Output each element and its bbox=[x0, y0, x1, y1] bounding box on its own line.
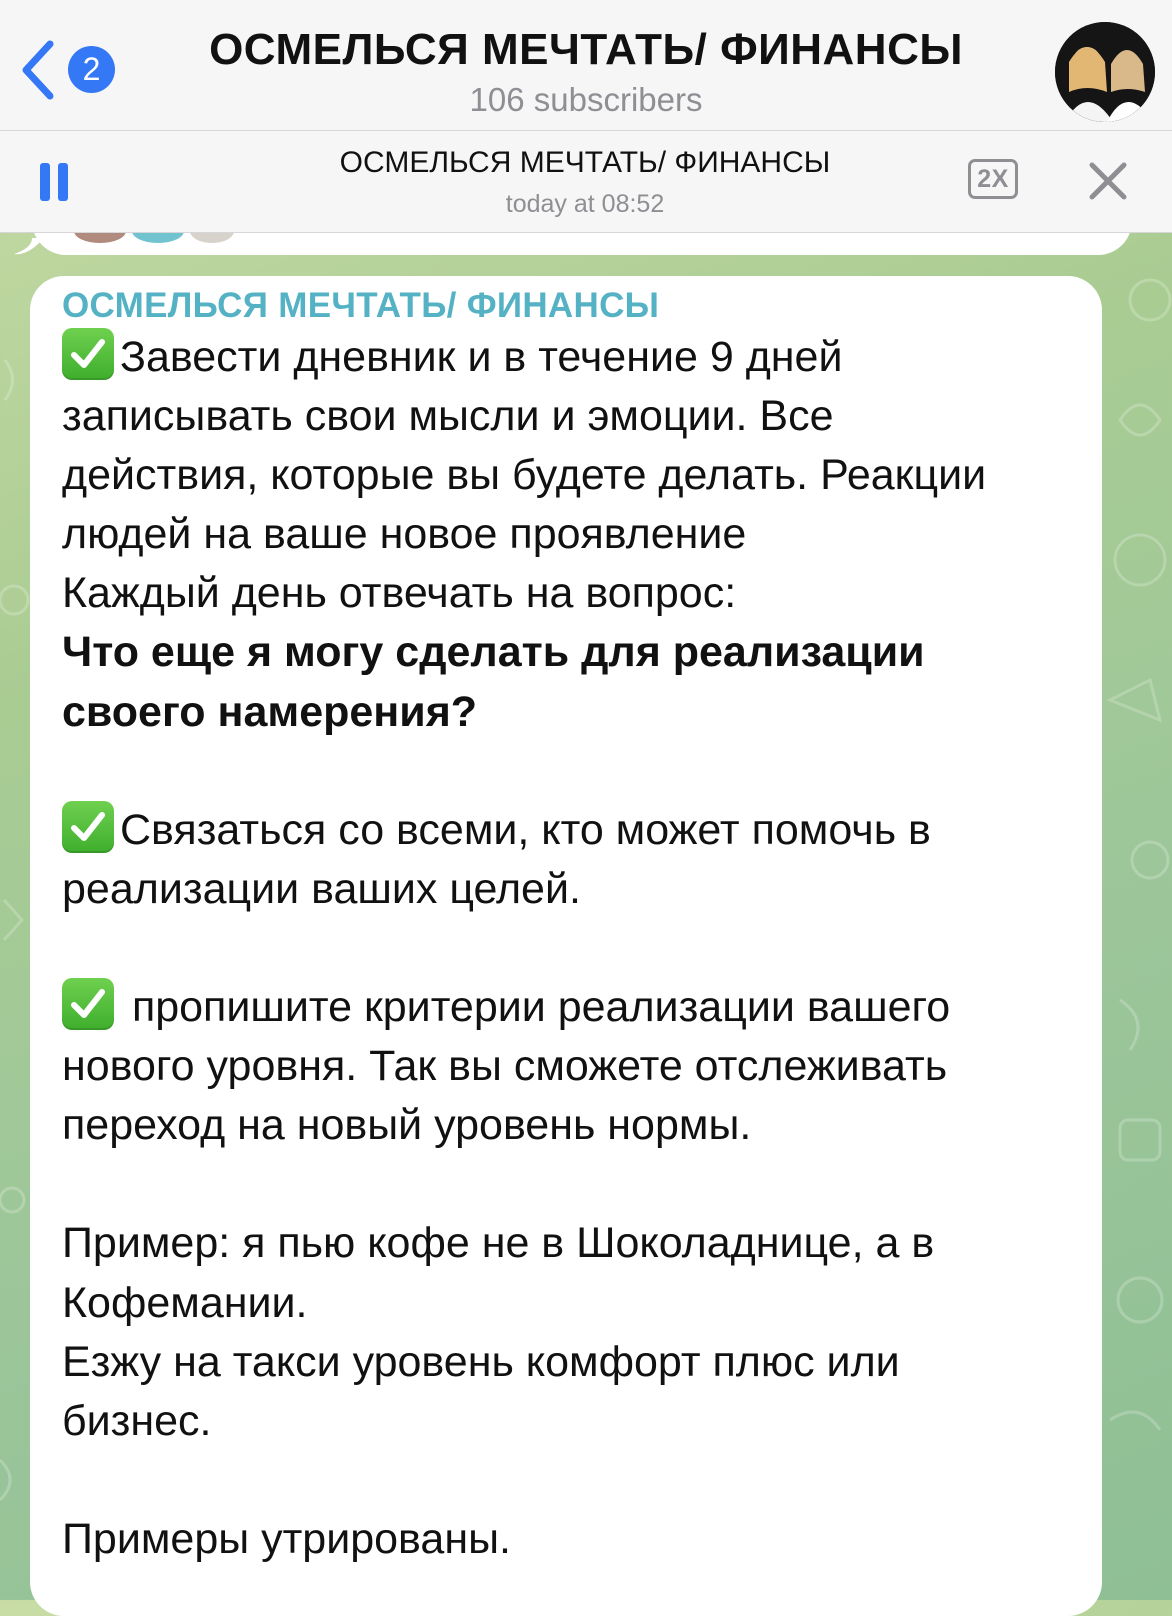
text-line bbox=[62, 328, 1082, 387]
player-title: ОСМЕЛЬСЯ МЕЧТАТЬ/ ФИНАНСЫ bbox=[339, 146, 831, 179]
text-span: Завести дневник и в течение 9 дней bbox=[120, 333, 843, 381]
pause-icon[interactable] bbox=[40, 163, 70, 201]
text-line: Примеры утрированы. bbox=[62, 1514, 511, 1563]
text-line: реализации ваших целей. bbox=[62, 864, 581, 913]
text-line: записывать свои мысли и эмоции. Все bbox=[62, 392, 834, 441]
audio-player-bar bbox=[0, 131, 1172, 233]
message-author: ОСМЕЛЬСЯ МЕЧТАТЬ/ ФИНАНСЫ bbox=[62, 286, 660, 325]
unread-count-badge: 2 bbox=[68, 46, 115, 93]
text-line bbox=[62, 978, 1082, 1037]
text-line: бизнес. bbox=[62, 1396, 212, 1445]
message-text bbox=[62, 328, 1082, 1569]
back-button[interactable] bbox=[18, 40, 118, 100]
text-line: Каждый день отвечать на вопрос: bbox=[62, 569, 737, 618]
channel-title-block[interactable] bbox=[180, 24, 992, 122]
checkmark-icon bbox=[62, 978, 114, 1030]
text-span: пропишите критерии реализации вашего bbox=[120, 983, 951, 1032]
text-line: Кофемании. bbox=[62, 1278, 308, 1327]
text-line: переход на новый уровень нормы. bbox=[62, 1101, 752, 1150]
player-info[interactable] bbox=[240, 143, 930, 221]
subscriber-count: 106 subscribers bbox=[469, 81, 703, 118]
channel-title: ОСМЕЛЬСЯ МЕЧТАТЬ/ ФИНАНСЫ bbox=[209, 25, 963, 74]
message-bubble[interactable] bbox=[30, 276, 1102, 1616]
text-line: действия, которые вы будете делать. Реакции bbox=[62, 451, 987, 500]
text-line bbox=[62, 801, 1082, 860]
paragraph-gap bbox=[62, 1451, 1082, 1510]
player-timestamp: today at 08:52 bbox=[505, 190, 665, 218]
chevron-left-icon bbox=[18, 40, 58, 100]
text-line: Пример: я пью кофе не в Шоколаднице, а в bbox=[62, 1219, 935, 1268]
close-icon[interactable] bbox=[1088, 161, 1128, 201]
bold-question-line: Что еще я могу сделать для реализации bbox=[62, 628, 925, 677]
text-line: людей на ваше новое проявление bbox=[62, 510, 747, 559]
bold-question-line: своего намерения? bbox=[62, 687, 478, 736]
channel-avatar[interactable] bbox=[1055, 22, 1155, 122]
paragraph-gap bbox=[62, 742, 1082, 801]
avatar-photo bbox=[1055, 22, 1155, 122]
text-line: нового уровня. Так вы сможете отслеживать bbox=[62, 1042, 948, 1091]
text-span: Связаться со всеми, кто может помочь в bbox=[120, 805, 931, 854]
checkmark-icon bbox=[62, 328, 114, 380]
paragraph-gap bbox=[62, 1155, 1082, 1214]
bubble-tail bbox=[14, 238, 44, 258]
paragraph-gap bbox=[62, 919, 1082, 978]
checkmark-icon bbox=[62, 801, 114, 853]
speed-2x-icon[interactable]: 2X bbox=[968, 159, 1018, 199]
text-line: Езжу на такси уровень комфорт плюс или bbox=[62, 1337, 900, 1386]
chat-header bbox=[0, 0, 1172, 131]
